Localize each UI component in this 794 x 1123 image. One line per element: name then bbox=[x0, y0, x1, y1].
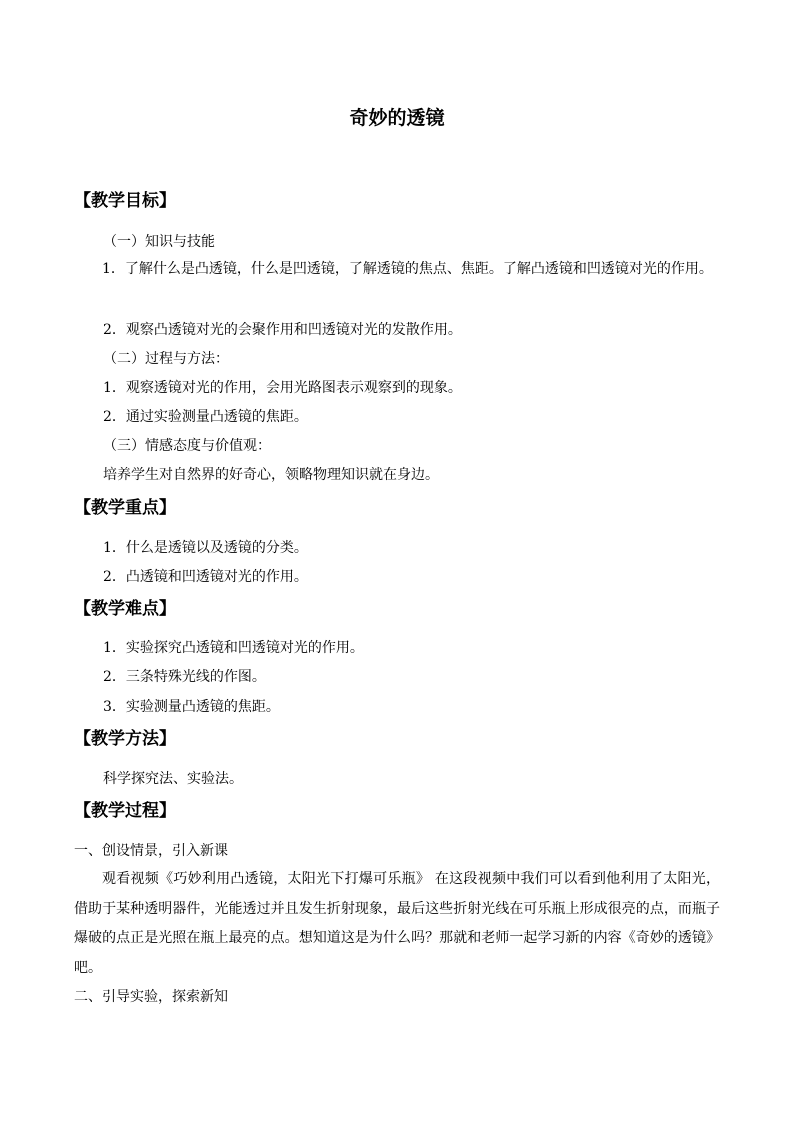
knowledge-heading: （一）知识与技能 bbox=[103, 234, 215, 250]
difficulty-item-3: 3．实验测量凸透镜的焦距。 bbox=[103, 699, 280, 715]
process-method-item-2: 2．通过实验测量凸透镜的焦距。 bbox=[103, 409, 308, 425]
difficulty-item-1: 1．实验探究凸透镜和凹透镜对光的作用。 bbox=[103, 640, 364, 656]
emotion-heading: （三）情感态度与价值观： bbox=[103, 438, 271, 454]
knowledge-item-2: 2．观察凸透镜对光的会聚作用和凹透镜对光的发散作用。 bbox=[103, 322, 462, 338]
section-heading-difficulties: 【教学难点】 bbox=[74, 599, 176, 619]
section-heading-objectives: 【教学目标】 bbox=[74, 191, 176, 211]
method-item-1: 科学探究法、实验法。 bbox=[103, 771, 243, 787]
process-method-item-1: 1．观察透镜对光的作用，会用光路图表示观察到的现象。 bbox=[103, 380, 462, 396]
page-title: 奇妙的透镜 bbox=[349, 107, 445, 129]
emotion-item-1: 培养学生对自然界的好奇心，领略物理知识就在身边。 bbox=[103, 467, 439, 483]
process-step-1-paragraph: 观看视频《巧妙利用凸透镜，太阳光下打爆可乐瓶》 在这段视频中我们可以看到他利用了太阳光，借助于某种透明器件，光能透过并且发生折射现象，最后这些折射光线在可乐瓶上形成很亮的点，而瓶子爆破的点正是光照在瓶上最亮的点。想知道这是为什么吗？那就和老师一起学习新的内容《奇妙的透镜》吧。 bbox=[74, 871, 720, 976]
section-heading-methods: 【教学方法】 bbox=[74, 729, 176, 749]
key-point-item-1: 1．什么是透镜以及透镜的分类。 bbox=[103, 540, 308, 556]
section-heading-process: 【教学过程】 bbox=[74, 801, 176, 821]
difficulty-item-2: 2．三条特殊光线的作图。 bbox=[103, 669, 266, 685]
key-point-item-2: 2．凸透镜和凹透镜对光的作用。 bbox=[103, 569, 308, 585]
knowledge-item-1: 1．了解什么是凸透镜，什么是凹透镜，了解透镜的焦点、焦距。了解凸透镜和凹透镜对光的作用。 bbox=[102, 261, 713, 277]
process-method-heading: （二）过程与方法： bbox=[103, 351, 229, 367]
section-heading-key-points: 【教学重点】 bbox=[74, 498, 176, 518]
process-step-1-heading: 一、创设情景，引入新课 bbox=[74, 843, 228, 859]
process-step-2-heading: 二、引导实验，探索新知 bbox=[74, 989, 228, 1005]
